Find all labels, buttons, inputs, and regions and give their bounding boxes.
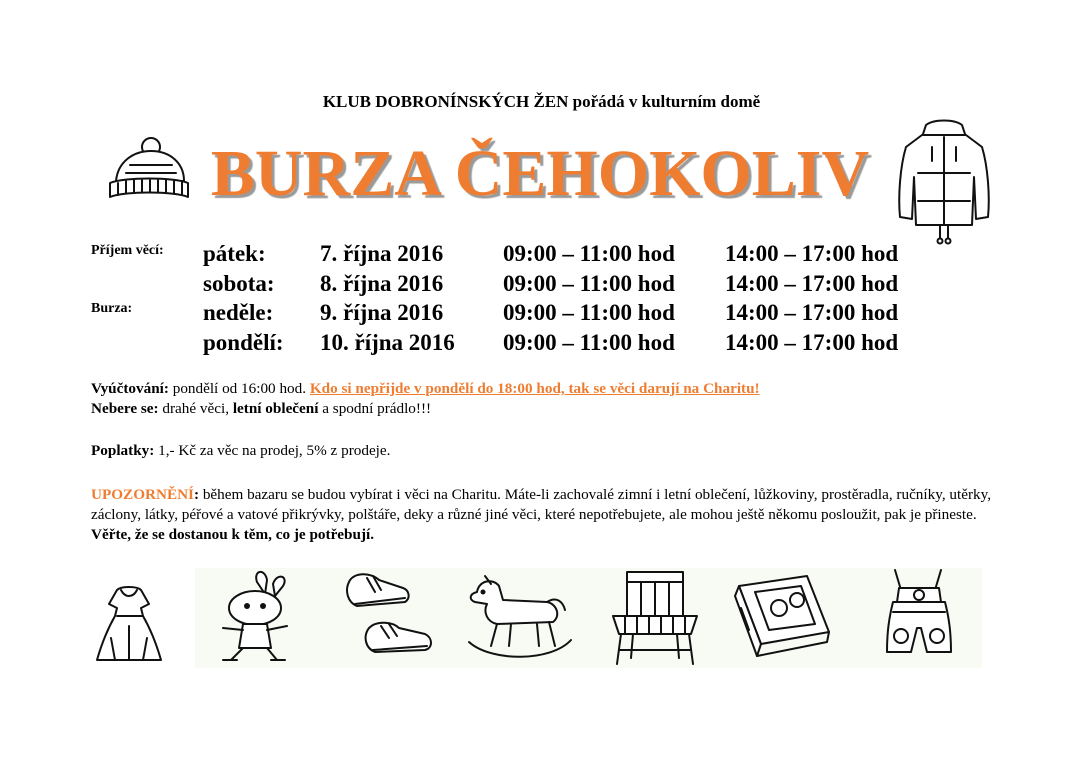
- book-icon: [735, 576, 829, 656]
- rocking-horse-icon: [469, 576, 571, 657]
- bunny-icon: [223, 572, 287, 660]
- hat-icon: [104, 133, 192, 207]
- event-title: BURZA ČEHOKOLIV: [210, 137, 870, 210]
- fees-line: [91, 441, 1001, 461]
- schedule-time-afternoon: 14:00 – 17:00 hod: [725, 271, 899, 296]
- not-accepted-line: [91, 399, 1001, 419]
- schedule-date: 10. října 2016: [320, 330, 455, 355]
- not-accepted-label: Nebere se:: [91, 400, 159, 417]
- schedule-date: 8. října 2016: [320, 271, 444, 296]
- settlement-block: [91, 379, 1001, 419]
- not-accepted-text-end: a spodní prádlo!!!: [318, 400, 432, 417]
- notice-colon: :: [193, 486, 200, 503]
- illustration-strip: [91, 568, 981, 668]
- shoes-icon: [347, 574, 431, 652]
- fees-label: Poplatky:: [91, 442, 155, 459]
- schedule-time-morning: 09:00 – 11:00 hod: [503, 300, 675, 325]
- schedule-time-afternoon: 14:00 – 17:00 hod: [725, 330, 899, 355]
- schedule-time-morning: 09:00 – 11:00 hod: [503, 241, 675, 266]
- schedule-time-afternoon: 14:00 – 17:00 hod: [725, 241, 899, 266]
- organizer-header: KLUB DOBRONÍNSKÝCH ŽEN pořádá v kulturním domě: [322, 92, 761, 111]
- notice-paragraph: [91, 485, 1001, 545]
- schedule-day: pátek:: [203, 241, 266, 266]
- not-accepted-text: drahé věci,: [158, 400, 233, 417]
- schedule-time-afternoon: 14:00 – 17:00 hod: [725, 300, 899, 325]
- schedule-date: 7. října 2016: [320, 241, 444, 266]
- schedule-time-morning: 09:00 – 11:00 hod: [503, 330, 675, 355]
- notice-text: během bazaru se budou vybírat i věci na Charitu. Máte-li zachovalé zimní i letní oblečení, lůžkoviny, prostěradla, ručníky, utěrky, záclony, látky, péřové a vatové přikrývky, polštáře, deky a různé jiné věci, které nepotřebujete, ale mohou ještě někomu posloužit, pak je přineste.: [91, 486, 992, 523]
- charity-warning: Kdo si nepřijde v pondělí do 18:00 hod, tak se věci darují na Charitu!: [309, 380, 760, 397]
- sale-label: Burza:: [91, 301, 133, 316]
- settlement-label: Vyúčtování:: [91, 380, 169, 397]
- settlement-line: [91, 379, 1001, 399]
- schedule-day: pondělí:: [203, 330, 284, 355]
- dress-icon: [97, 587, 161, 660]
- schedule-day: neděle:: [203, 300, 274, 325]
- schedule-date: 9. října 2016: [320, 300, 444, 325]
- notice-closing: Věřte, že se dostanou k těm, co je potřebují.: [91, 526, 375, 543]
- fees-text: 1,- Kč za věc na prodej, 5% z prodeje.: [154, 442, 391, 459]
- summer-clothes-text: letní oblečení: [232, 400, 319, 417]
- schedule-time-morning: 09:00 – 11:00 hod: [503, 271, 675, 296]
- overalls-icon: [887, 570, 951, 652]
- schedule-day: sobota:: [203, 271, 275, 296]
- jacket-icon: [896, 117, 992, 245]
- chair-icon: [613, 572, 697, 664]
- intake-label: Příjem věcí:: [91, 243, 164, 258]
- settlement-text: pondělí od 16:00 hod.: [168, 380, 310, 397]
- notice-label: UPOZORNĚNÍ: [91, 486, 194, 503]
